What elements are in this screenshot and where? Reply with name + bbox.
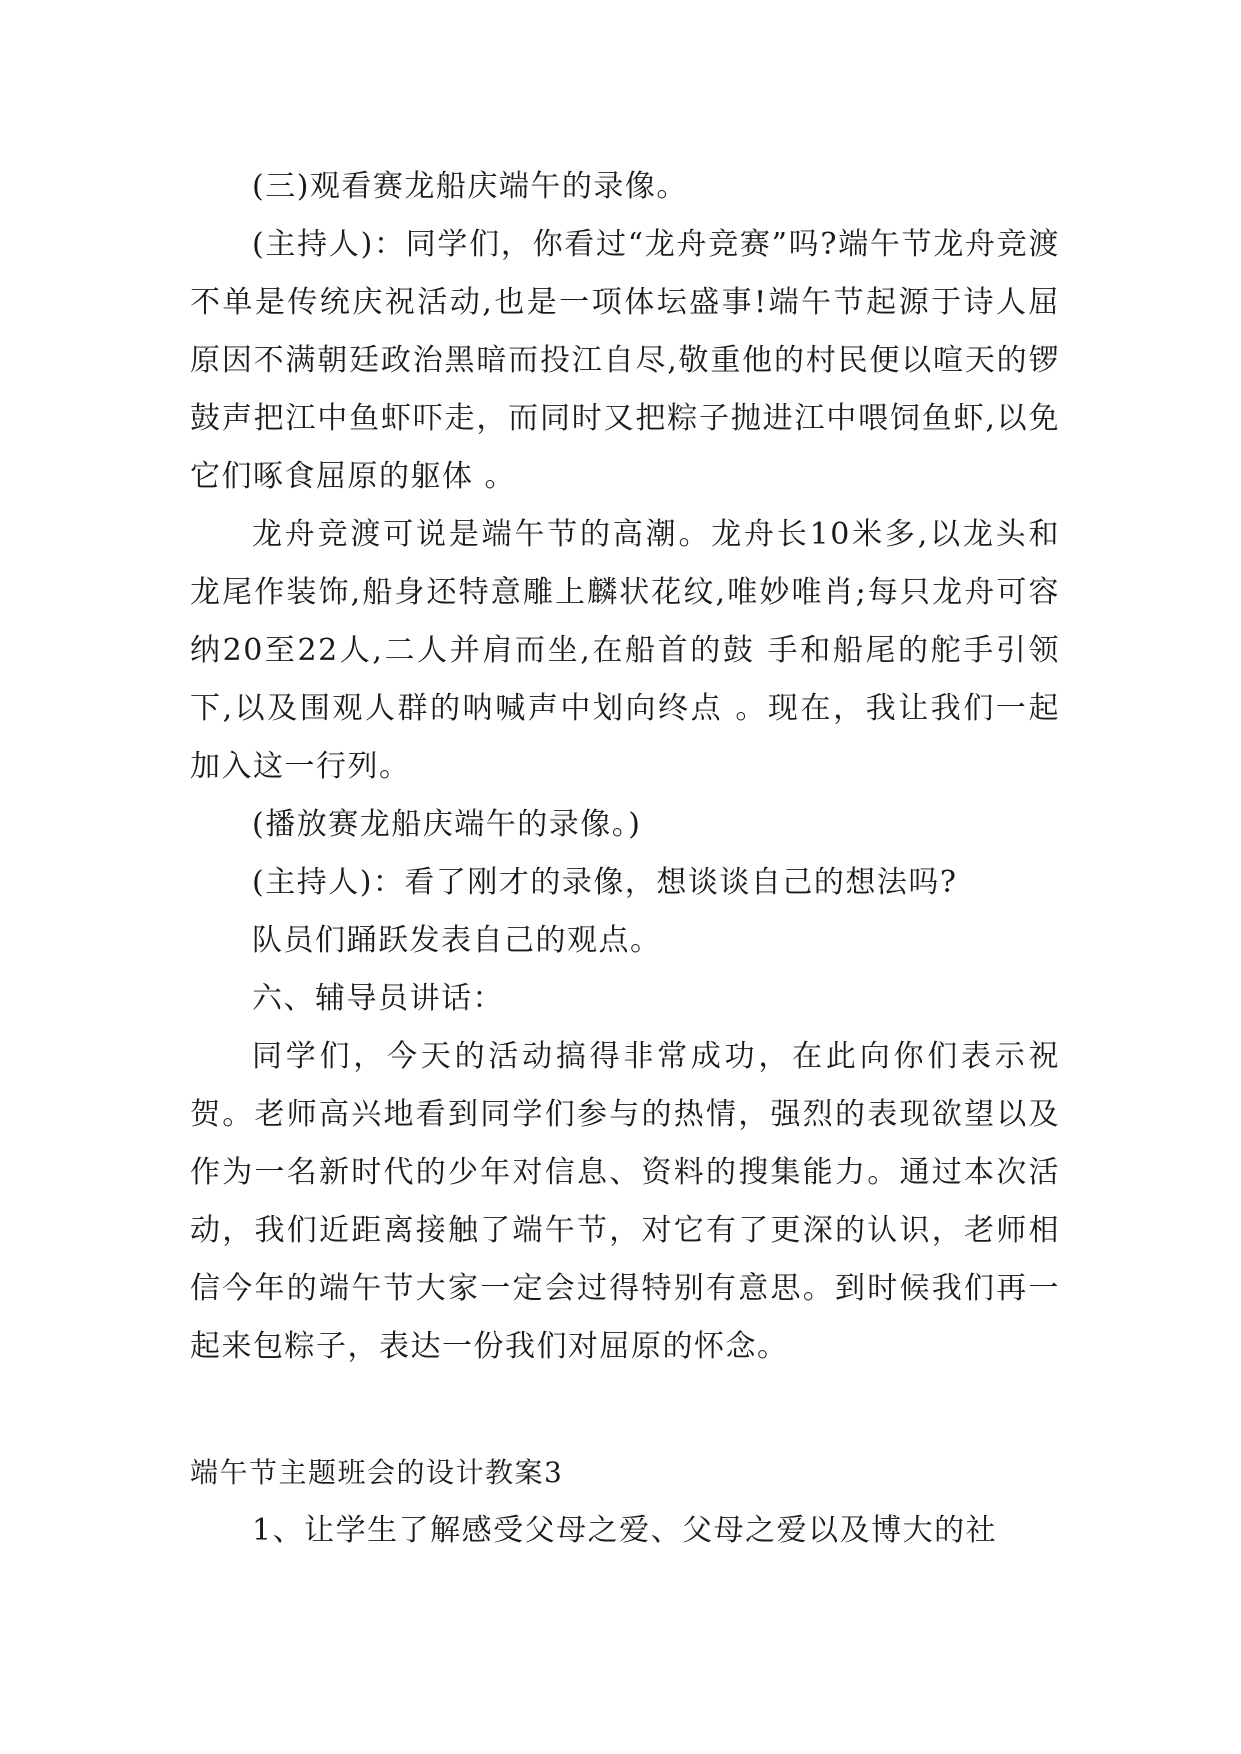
section-title: 端午节主题班会的设计教案3 (190, 1456, 564, 1489)
paragraph-counselor-speech: 同学们，今天的活动搞得非常成功，在此向你们表示祝贺。老师高兴地看到同学们参与的热情，强烈的表现欲望以及作为一名新时代的少年对信息、资料的搜集能力。通过本次活动，我们近距离接触了端午节，对它有了更深的认识，老师相信今年的端午节大家一定会过得特别有意思。到时候我们再一起来包粽子，表达一份我们对屈原的怀念。 (190, 1039, 1060, 1364)
paragraph-objective-1: 1、让学生了解感受父母之爱、父母之爱以及博大的社 (252, 1513, 998, 1548)
paragraph-watch-video: (三)观看赛龙船庆端午的录像。 (252, 169, 688, 204)
document-body (190, 158, 1060, 1560)
paragraph-host-intro: (主持人)：同学们，你看过“龙舟竞赛”吗?端午节龙舟竞渡不单是传统庆祝活动,也是一项体坛盛事!端午节起源于诗人屈原因不满朝廷政治黑暗而投江自尽,敬重他的村民便以喧天的锣鼓声把江中鱼虾吓走，而同时又把粽子抛进江中喂饲鱼虾,以免它们啄食屈原的躯体 。 (190, 227, 1060, 494)
paragraph-members-discuss: 队员们踊跃发表自己的观点。 (252, 923, 662, 958)
paragraph-host-question: (主持人)：看了刚才的录像，想谈谈自己的想法吗? (252, 865, 958, 900)
paragraph-play-video: (播放赛龙船庆端午的录像。) (252, 807, 642, 842)
paragraph-counselor-heading: 六、辅导员讲话： (252, 981, 504, 1016)
paragraph-dragon-boat: 龙舟竞渡可说是端午节的高潮。龙舟长10米多,以龙头和龙尾作装饰,船身还特意雕上麟状花纹,唯妙唯肖;每只龙舟可容纳20至22人,二人并肩而坐,在船首的鼓 手和船尾的舵手引领下,以及围观人群的呐喊声中划向终点 。现在，我让我们一起加入这一行列。 (190, 517, 1060, 784)
